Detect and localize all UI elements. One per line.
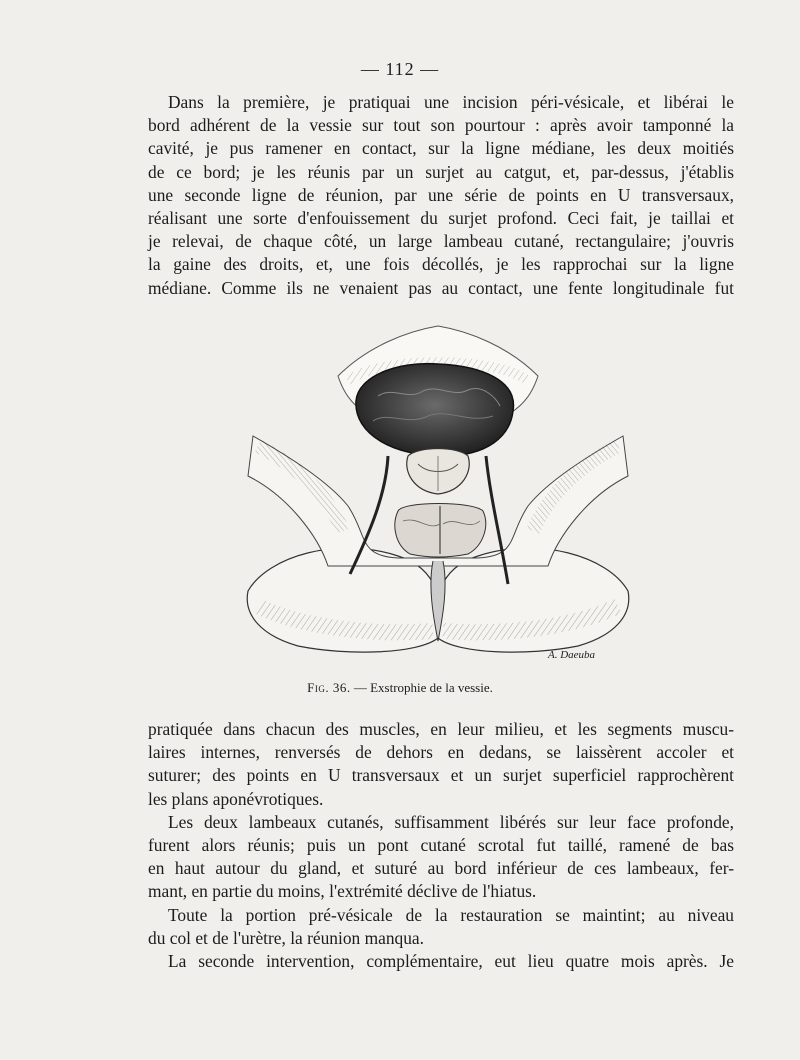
figure-caption: [0, 680, 800, 696]
text-line: en haut autour du gland, et suturé au bord inférieur de ces lambeaux, fer-: [148, 858, 734, 879]
text-line: Toute la portion pré-vésicale de la restauration se maintint; au niveau: [168, 904, 734, 925]
text-line: suturer; des points en U transversaux et un surjet superficiel rapprochèrent: [148, 765, 734, 786]
paragraph-top: [148, 91, 734, 300]
text-line: mant, en partie du moins, l'extrémité déclive de l'hiatus.: [148, 881, 537, 902]
anatomical-illustration: [228, 306, 648, 666]
paragraph-bottom: [148, 718, 734, 973]
text-line: furent alors réunis; puis un pont cutané scrotal fut taillé, ramené de bas: [148, 835, 734, 856]
text-line: réalisant une sorte d'enfouissement du surjet profond. Ceci fait, je taillai et: [148, 208, 734, 229]
text-line: laires internes, renversés de dehors en dedans, se laissèrent accoler et: [148, 742, 734, 763]
text-line: La seconde intervention, complémentaire, eut lieu quatre mois après. Je: [168, 951, 734, 972]
text-line: Les deux lambeaux cutanés, suffisamment libérés sur leur face profonde,: [168, 811, 734, 832]
caption-label: Fig. 36.: [307, 680, 351, 695]
page-number: — 112 —: [360, 59, 440, 79]
caption-text: — Exstrophie de la vessie.: [353, 680, 493, 695]
text-line: du col et de l'urètre, la réunion manqua.: [148, 927, 424, 948]
text-line: les plans aponévrotiques.: [148, 788, 324, 809]
text-line: cavité, je pus ramener en contact, sur la ligne médiane, les deux moitiés: [148, 138, 734, 159]
text-line: je relevai, de chaque côté, un large lambeau cutané, rectangulaire; j'ouvris: [148, 231, 734, 252]
glans-shape: [407, 449, 470, 495]
text-line: la gaine des droits, et, une fois décollés, je les rapprochai sur la ligne: [148, 254, 734, 275]
text-line: médiane. Comme ils ne venaient pas au contact, une fente longitudinale fut: [148, 277, 734, 298]
text-line: Dans la première, je pratiquai une incision péri-vésicale, et libérai le: [168, 92, 734, 112]
artist-signature: A. Daeuba: [548, 649, 596, 661]
text-line: une seconde ligne de réunion, par une série de points en U transversaux,: [148, 184, 734, 205]
bladder-mass: [356, 364, 514, 456]
groove-tissue-shape: [395, 504, 486, 558]
text-line: bord adhérent de la vessie sur tout son pourtour : après avoir tamponné la: [148, 115, 734, 136]
text-line: pratiquée dans chacun des muscles, en leur milieu, et les segments muscu-: [148, 719, 734, 739]
text-line: de ce bord; je les réunis par un surjet au catgut, et, par-dessus, j'établis: [148, 161, 734, 182]
